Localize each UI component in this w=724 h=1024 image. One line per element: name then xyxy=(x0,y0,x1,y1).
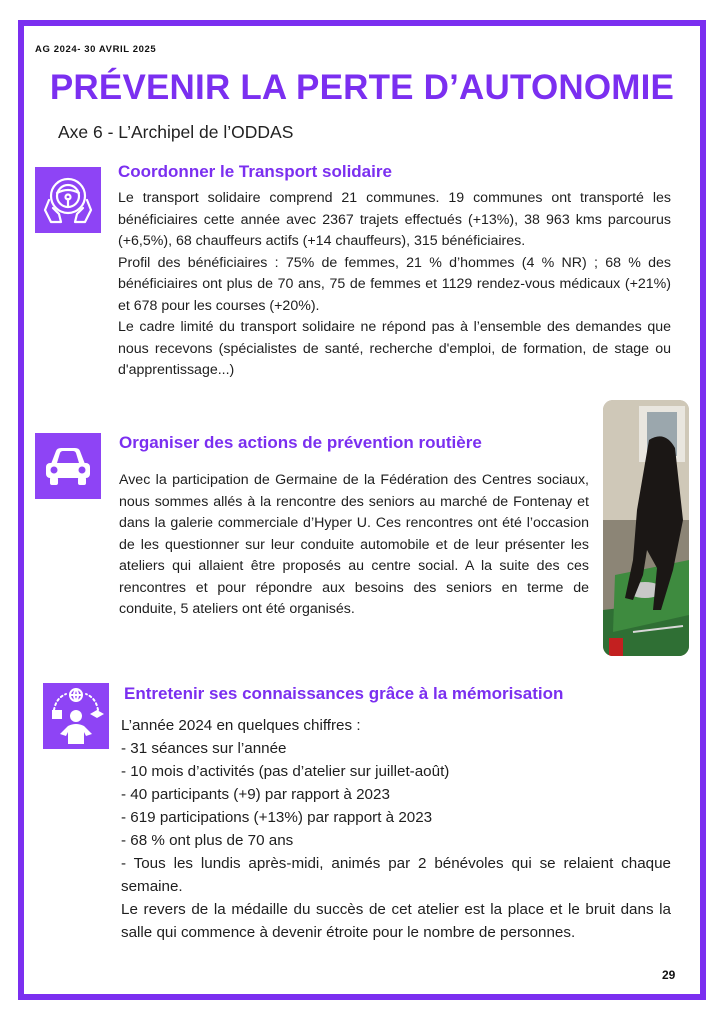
list-intro: L’année 2024 en quelques chiffres : xyxy=(121,717,361,734)
section-body-transport xyxy=(118,188,671,382)
paragraph: Le transport solidaire comprend 21 communes. 19 communes ont transporté les bénéficiaires cette année avec 2367 trajets effectués (+13%), 38 963 kms parcourus (+6,5%), 68 chauffeurs actifs (+14 chauffeurs), 315 bénéficiaires. xyxy=(118,190,671,249)
section-body-prevention xyxy=(119,470,589,621)
list-item: - 68 % ont plus de 70 ans xyxy=(121,832,294,849)
closing-paragraph: Le revers de la médaille du succès de cet atelier est la place et le bruit dans la salle qui commence à devenir étroite pour le nombre de personnes. xyxy=(121,901,671,941)
list-item: - 10 mois d’activités (pas d’atelier sur juillet-août) xyxy=(121,763,450,780)
page-number: 29 xyxy=(662,968,676,982)
list-item: - 40 participants (+9) par rapport à 2023 xyxy=(121,786,390,803)
paragraph: Le cadre limité du transport solidaire ne répond pas à l’ensemble des demandes que nous recevons (spécialistes de santé, recherche d'emploi, de formation, de stage ou d'apprentissage...) xyxy=(118,319,671,378)
list-item: - 619 participations (+13%) par rapport à 2023 xyxy=(121,809,433,826)
workshop-photo xyxy=(603,400,689,656)
page-subtitle: Axe 6 - L’Archipel de l’ODDAS xyxy=(58,122,294,142)
section-icon-box xyxy=(35,433,101,499)
section-body-memorisation xyxy=(121,714,671,944)
page-title: PRÉVENIR LA PERTE D’AUTONOMIE xyxy=(49,68,675,107)
document-header: AG 2024- 30 AVRIL 2025 xyxy=(35,44,157,55)
paragraph: Profil des bénéficiaires : 75% de femmes, 21 % d’hommes (4 % NR) ; 68 % des bénéficiaires ont plus de 70 ans, 75 de femmes et 1129 rendez-vous médicaux (+21%) et 678 pour les courses (+20%). xyxy=(118,254,671,314)
paragraph: Avec la participation de Germaine de la Fédération des Centres sociaux, nous sommes allés à la rencontre des seniors au marché de Fontenay et dans la galerie commerciale d’Hyper U. Ces rencontres ont été l’occasion de les questionner sur leur conduite automobile et de leur présenter les ateliers qui allaient être proposés au centre social. A la suite des ces rencontres et pour répondre aux besoins des seniors en terme de conduite, 5 ateliers ont été organisés. xyxy=(119,472,589,617)
section-icon-box xyxy=(43,683,109,749)
steering-wheel-icon xyxy=(39,172,97,228)
list-item: - 31 séances sur l’année xyxy=(121,740,287,757)
learning-person-icon xyxy=(46,686,106,746)
section-title-memorisation: Entretenir ses connaissances grâce à la mémorisation xyxy=(124,684,564,703)
car-icon xyxy=(42,444,94,488)
section-icon-box xyxy=(35,167,101,233)
section-title-transport: Coordonner le Transport solidaire xyxy=(118,162,392,181)
section-title-prevention: Organiser des actions de prévention routière xyxy=(119,433,482,452)
list-item: - Tous les lundis après-midi, animés par 2 bénévoles qui se relaient chaque semaine. xyxy=(121,855,671,895)
